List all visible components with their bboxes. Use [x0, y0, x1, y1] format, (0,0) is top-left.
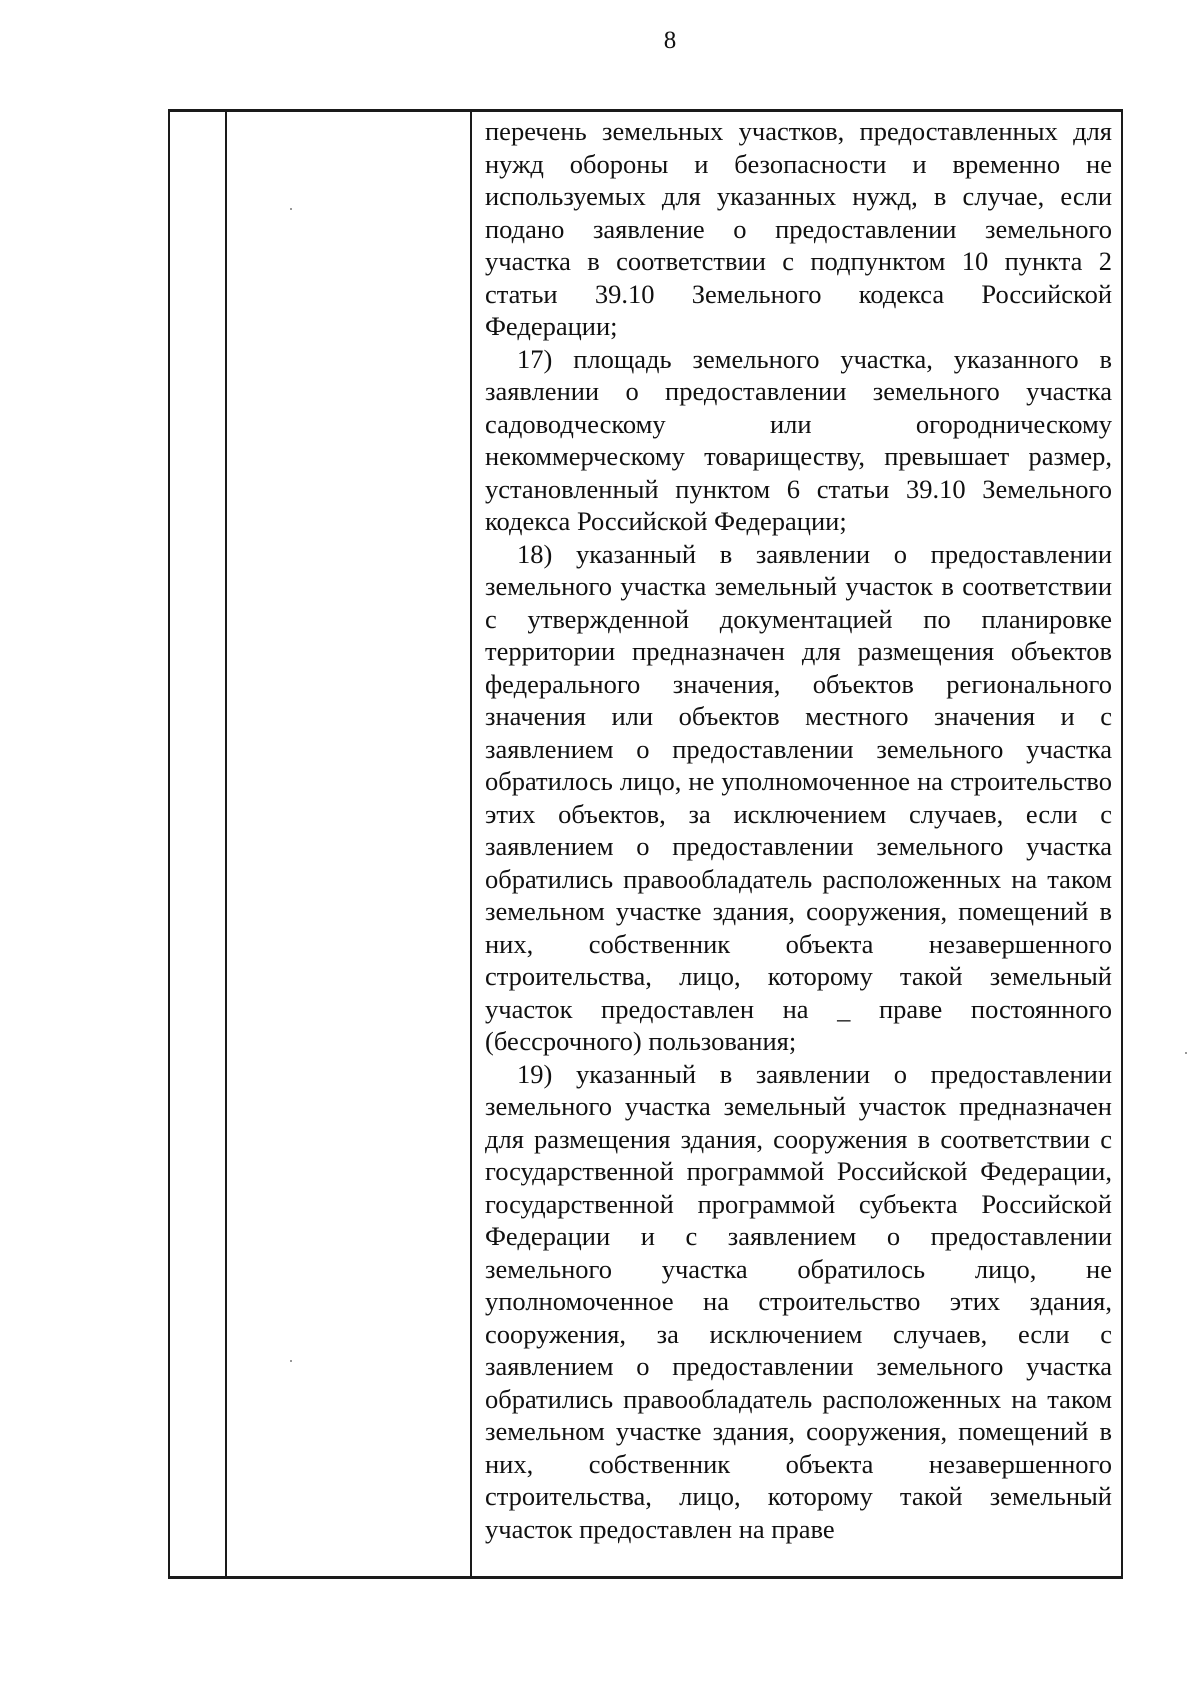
paragraph-continuation: перечень земельных участков, предоставленных для нужд обороны и безопасности и временно не используемых для указанных нужд, в случае, если подано заявление о предоставлении земельного участка в соответствии с подпунктом 10 пункта 2 статьи 39.10 Земельного кодекса Российской Федерации; — [485, 116, 1112, 341]
scan-speck — [290, 1360, 292, 1362]
table-cell-text — [485, 115, 1112, 1545]
paragraph-item-19: 19) указанный в заявлении о предоставлении земельного участка земельный участок предназначен для размещения здания, сооружения в соответствии с государственной программой Российской Федерации, государственной программой субъекта Российской Федерации и с заявлением о предоставлении земельного участка обратилось лицо, не уполномоченное на строительство этих здания, сооружения, за исключением случаев, если с заявлением о предоставлении земельного участка обратились правообладатель расположенных на таком земельном участке здания, сооружения, помещений в них, собственник объекта незавершенного строительства, лицо, которому такой земельный участок предоставлен на праве — [485, 1058, 1112, 1544]
table-column-divider-1 — [225, 112, 227, 1576]
page-number: 8 — [663, 27, 677, 54]
table-column-divider-2 — [470, 112, 472, 1576]
scan-speck — [1185, 1052, 1187, 1054]
scan-speck — [290, 208, 292, 210]
document-table — [168, 109, 1123, 1579]
paragraph-item-18: 18) указанный в заявлении о предоставлении земельного участка земельный участок в соответствии с утвержденной документацией по планировке территории предназначен для размещения объектов федерального значения, объектов регионального значения или объектов местного значения и с заявлением о предоставлении земельного участка обратилось лицо, не уполномоченное на строительство этих объектов, за исключением случаев, если с заявлением о предоставлении земельного участка обратились правообладатель расположенных на таком земельном участке здания, сооружения, помещений в них, собственник объекта незавершенного строительства, лицо, которому такой земельный участок предоставлен на _ праве постоянного (бессрочного) пользования; — [485, 538, 1112, 1056]
paragraph-item-17: 17) площадь земельного участка, указанного в заявлении о предоставлении земельного участка садоводческому или огородническому некоммерческому товариществу, превышает размер, установленный пунктом 6 статьи 39.10 Земельного кодекса Российской Федерации; — [485, 343, 1112, 536]
